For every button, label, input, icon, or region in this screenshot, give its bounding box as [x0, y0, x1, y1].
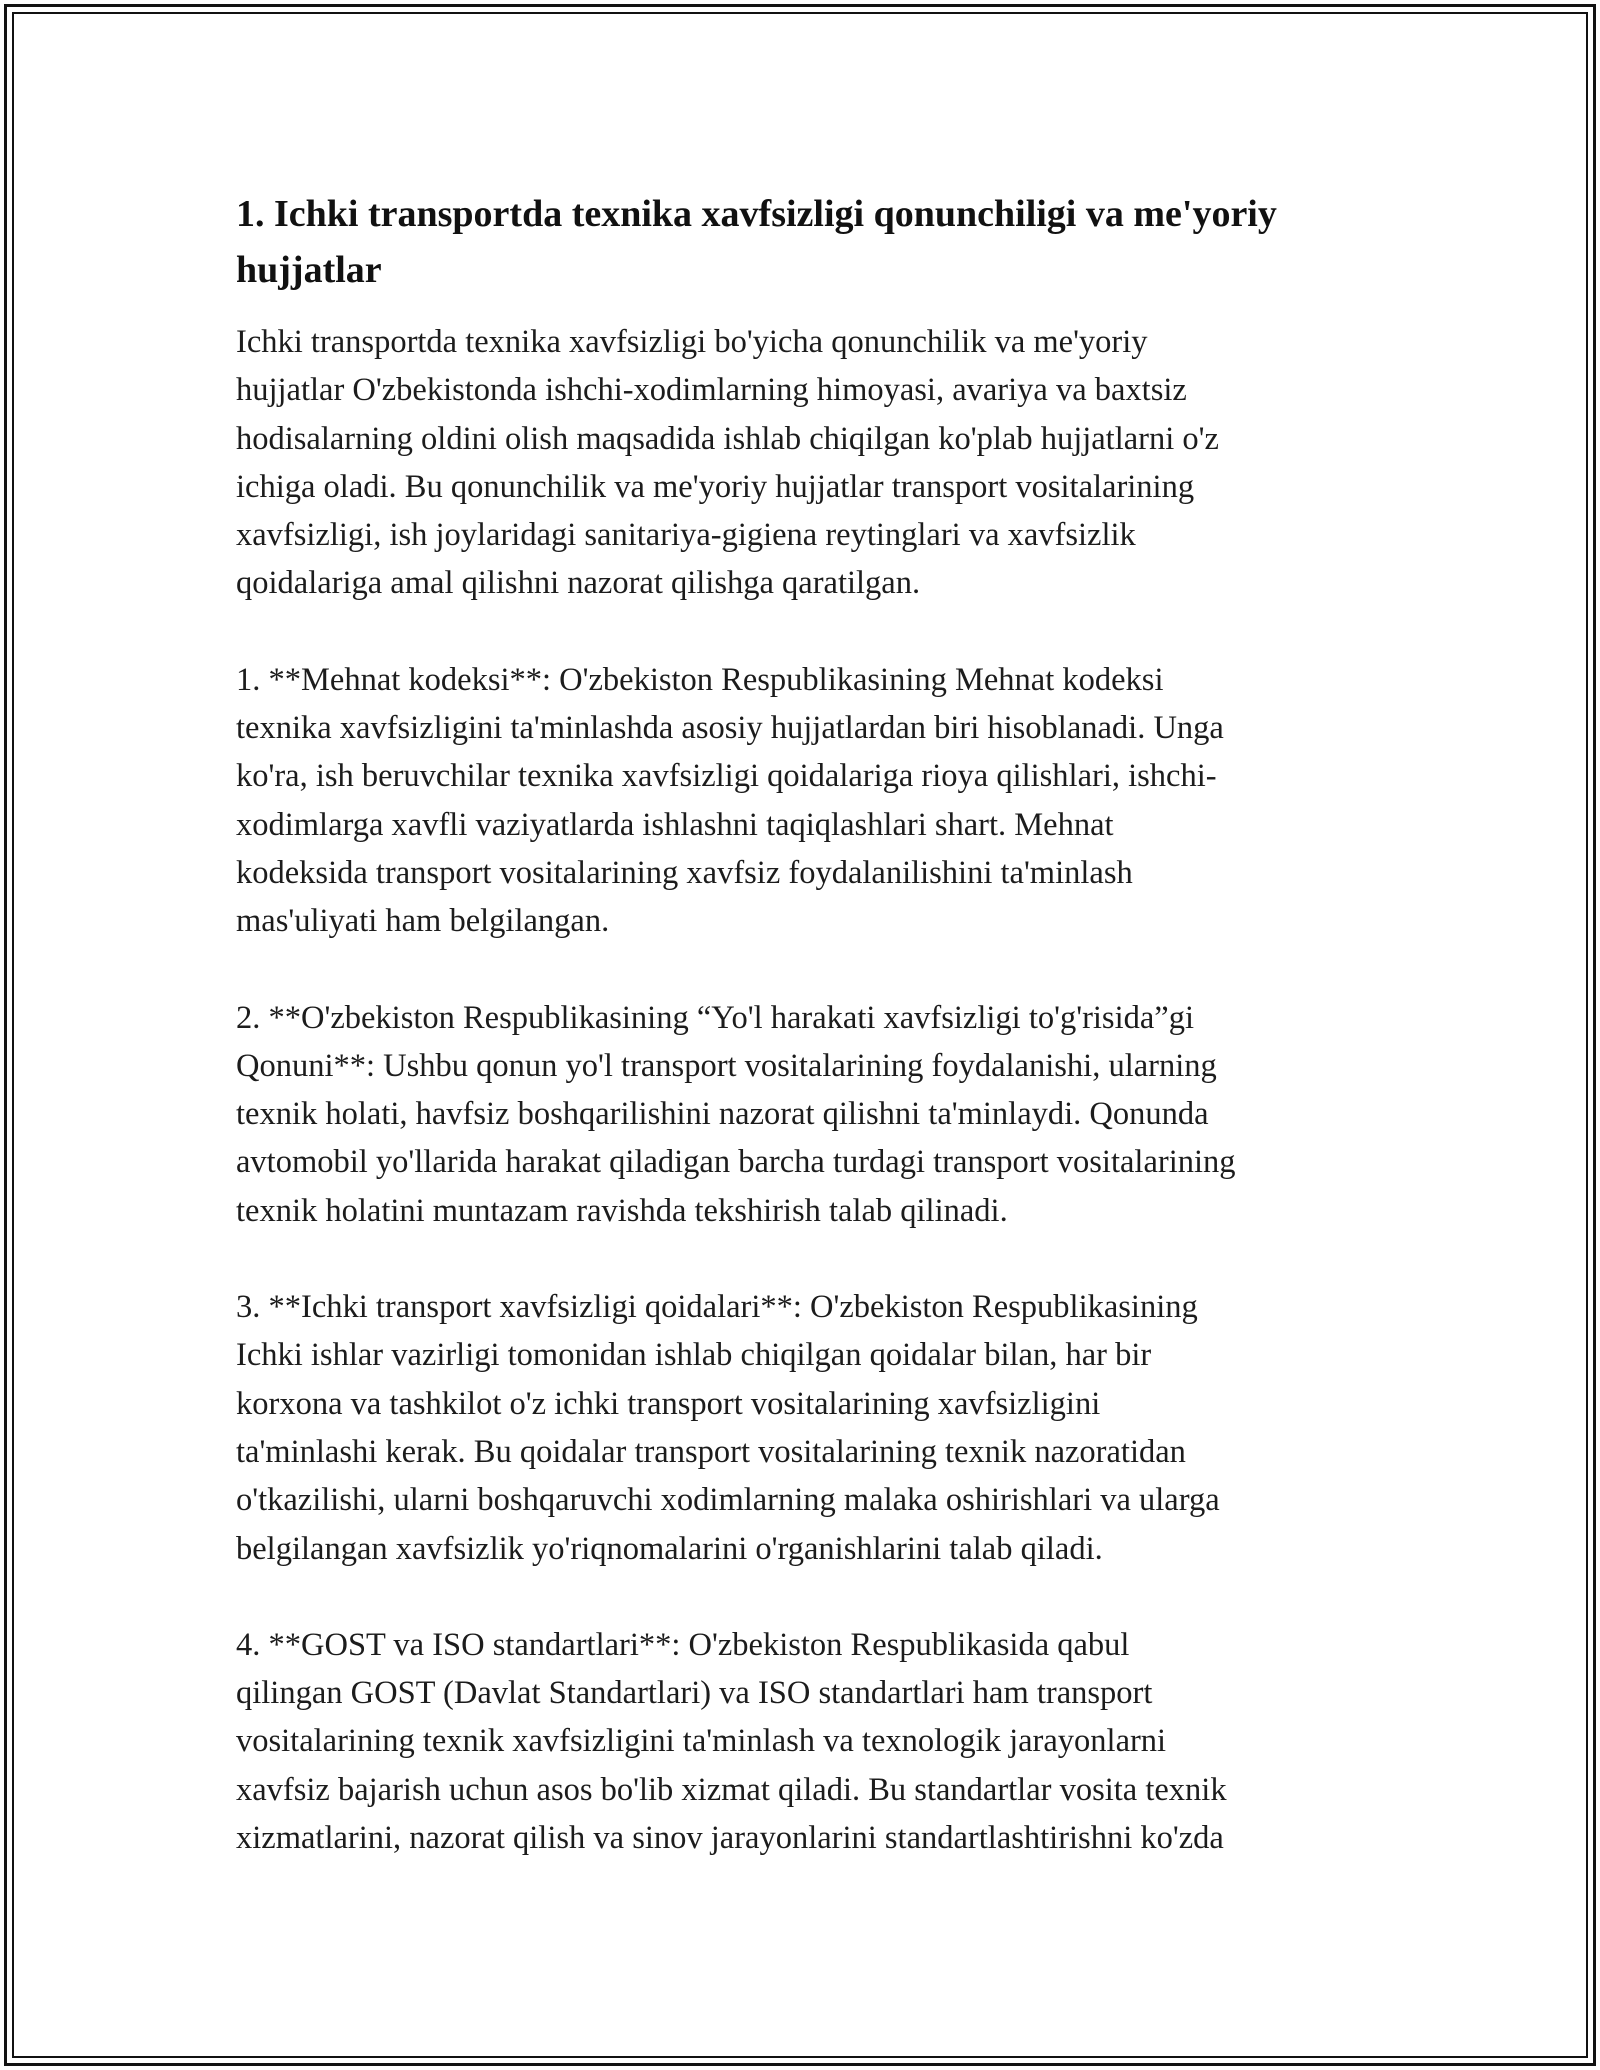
item-yol-harakati-qonuni: 2. **O'zbekiston Respublikasining “Yo'l harakati xavfsizligi to'g'risida”gi Qonuni**: Ushbu qonun yo'l transport vositalarining foydalanishi, ularning texnik holati, havfsiz boshqarilishini nazorat qilishni ta'minlaydi. Qonunda avtomobil yo'llarida harakat qiladigan barcha turdagi transport vositalarining texnik holatini muntazam ravishda tekshirish talab qilinadi.: [236, 999, 1236, 1229]
intro-paragraph: Ichki transportda texnika xavfsizligi bo'yicha qonunchilik va me'yoriy hujjatlar O'zbekistonda ishchi-xodimlarning himoyasi, avariya va baxtsiz hodisalarning oldini olish maqsadida ishlab chiqilgan ko'plab hujjatlarni o'z ichiga oladi. Bu qonunchilik va me'yoriy hujjatlar transport vositalarining xavfsizligi, ish joylaridagi sanitariya-gigiena reytinglari va xavfsizlik qoidalariga amal qilishni nazorat qilishga qaratilgan.: [236, 324, 1219, 602]
document-body: [236, 186, 1376, 1910]
item-gost-iso-standartlari: 4. **GOST va ISO standartlari**: O'zbekiston Respublikasida qabul qilingan GOST (Davlat Standartlari) va ISO standartlari ham transport vositalarining texnik xavfsizligini ta'minlash va texnologik jarayonlarni xavfsiz bajarish uchun asos bo'lib xizmat qiladi. Bu standartlar vosita texnik xizmatlarini, nazorat qilish va sinov jarayonlarini standartlashtirishni ko'zda: [236, 1626, 1227, 1857]
item-mehnat-kodeksi: 1. **Mehnat kodeksi**: O'zbekiston Respublikasining Mehnat kodeksi texnika xavfsizligini ta'minlashda asosiy hujjatlardan biri hisoblanadi. Unga ko'ra, ish beruvchilar texnika xavfsizligi qoidalariga rioya qilishlari, ishchi- xodimlarga xavfli vaziyatlarda ishlashni taqiqlashlari shart. Mehnat kodeksida transport vositalarining xavfsiz foydalanilishini ta'minlash mas'uliyati ham belgilangan.: [236, 661, 1224, 940]
item-ichki-transport-qoidalari: 3. **Ichki transport xavfsizligi qoidalari**: O'zbekiston Respublikasining Ichki ishlar vazirligi tomonidan ishlab chiqilgan qoidalar bilan, har bir korxona va tashkilot o'z ichki transport vositalarining xavfsizligini ta'minlashi kerak. Bu qoidalar transport vositalarining texnik nazoratidan o'tkazilishi, ularni boshqaruvchi xodimlarning malaka oshirishlari va ularga belgilangan xavfsizlik yo'riqnomalarini o'rganishlarini talab qiladi.: [236, 1289, 1220, 1567]
section-heading: 1. Ichki transportda texnika xavfsizligi qonunchiligi va me'yoriy hujjatlar: [236, 193, 1277, 291]
